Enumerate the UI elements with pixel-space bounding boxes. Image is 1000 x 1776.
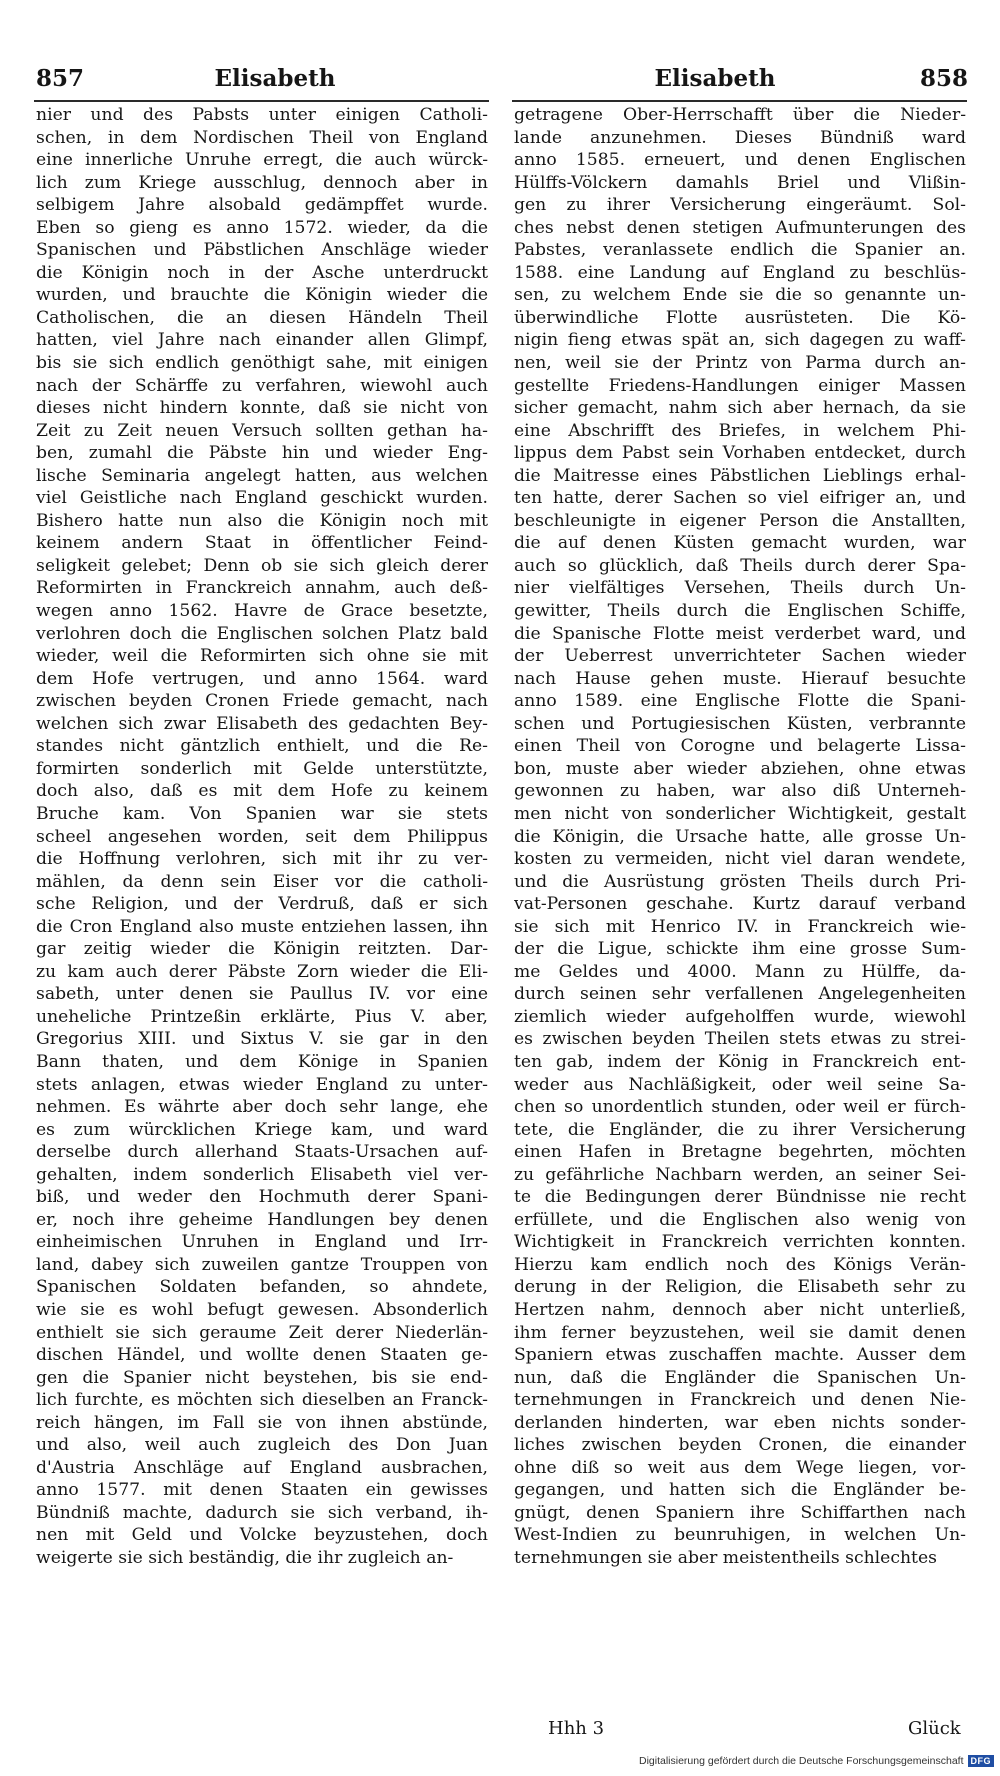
right-column-line: ziemlich wieder aufgeholffen wurde, wiewohl [514, 1006, 966, 1027]
right-column-line: liches zwischen beyden Cronen, die einander [514, 1435, 966, 1456]
right-column-line: vat-Personen geschahe. Kurtz darauf verband [514, 894, 966, 915]
left-column-line: es zum würcklichen Kriege kam, und ward [36, 1119, 488, 1140]
right-column-line: anno 1589. eine Englische Flotte die Spani- [514, 691, 966, 712]
left-column-line: zwischen beyden Cronen Friede gemacht, nach [36, 691, 488, 712]
right-column-line: der die Ligue, schickte ihm eine grosse Sum- [514, 939, 966, 960]
right-page-number: 858 [920, 65, 969, 92]
right-column-line: lippus dem Pabst sein Vorhaben entdecket, durch [514, 443, 966, 464]
right-column-line: nen, weil sie der Printz von Parma durch an- [514, 353, 966, 374]
right-column-line: ohne diß so weit aus dem Wege liegen, vor- [514, 1457, 966, 1478]
left-column-line: lische Seminaria angelegt hatten, aus welchen [36, 465, 488, 486]
signature-mark: Hhh 3 [548, 1718, 605, 1739]
right-column-line: gen zu ihrer Versicherung eingeräumt. Sol- [514, 195, 966, 216]
left-column-line: selbigem Jahre alsobald gedämpffet wurde. [36, 195, 488, 216]
left-column-line: scheel angesehen worden, seit dem Philippus [36, 826, 488, 847]
right-column-line: einen Theil von Corogne und belagerte Lissa- [514, 736, 966, 757]
right-column-line: Pabstes, veranlassete endlich die Spanier an. [514, 240, 966, 261]
right-column-line: Hülffs-Völckern damahls Briel und Vlißin- [514, 172, 966, 193]
right-column-line: sen, zu welchem Ende sie die so genannte un- [514, 285, 966, 306]
right-column-line: anno 1585. erneuert, und denen Englischen [514, 150, 966, 171]
right-running-title: Elisabeth [654, 65, 776, 92]
right-column-line: te die Bedingungen derer Bündnisse nie recht [514, 1187, 966, 1208]
right-column-line: gegangen, und hatten sich die Engländer be- [514, 1480, 966, 1501]
left-column-line: biß, und weder den Hochmuth derer Spani- [36, 1187, 488, 1208]
left-column-line: gen die Spanier nicht beystehen, bis sie end- [36, 1367, 488, 1388]
left-column-line: derselbe durch allerhand Staats-Ursachen auf- [36, 1142, 488, 1163]
right-column-line: ternehmungen sie aber meistentheils schlechtes [514, 1548, 937, 1568]
right-column-line: einen Hafen in Bretagne begehrten, möchten [514, 1142, 966, 1163]
left-column-line: Bann thaten, und dem Könige in Spanien [36, 1051, 488, 1072]
right-column-line: West-Indien zu beunruhigen, in welchen Un- [514, 1525, 966, 1546]
left-column-line: welchen sich zwar Elisabeth des gedachten Bey- [36, 713, 488, 734]
right-column-line: 1588. eine Landung auf England zu beschlüs- [514, 262, 966, 283]
left-column-line: dem Hofe vertrugen, und anno 1564. ward [36, 668, 488, 689]
left-column-line: formirten sonderlich mit Gelde unterstützte, [36, 758, 488, 779]
left-column-line: keinem andern Staat in öffentlicher Feind- [36, 533, 488, 554]
left-column-line: nehmen. Es währte aber doch sehr lange, ehe [36, 1097, 488, 1118]
left-column-line: die Hoffnung verlohren, sich mit ihr zu ver- [36, 849, 488, 870]
right-column-line: men nicht von sonderlicher Wichtigkeit, gestalt [514, 803, 966, 824]
left-column-line: Catholischen, die an diesen Händeln Theil [36, 307, 488, 328]
left-column-line: verlohren doch die Englischen solchen Platz bald [36, 623, 488, 644]
right-column-line: überwindliche Flotte ausrüsteten. Die Kö- [514, 307, 966, 328]
right-column-line: gestellte Friedens-Handlungen einiger Massen [514, 375, 966, 396]
left-column-line: Bruche kam. Von Spanien war sie stets [36, 803, 488, 824]
left-column-line: Zeit zu Zeit neuen Versuch sollten gethan ha- [36, 420, 488, 441]
left-column-line: er, noch ihre geheime Handlungen bey denen [36, 1209, 488, 1230]
left-text-column [36, 104, 488, 1570]
left-column-line: nach der Schärffe zu verfahren, wiewohl auch [36, 375, 488, 396]
left-column-line: lich zum Kriege ausschlug, dennoch aber in [36, 172, 488, 193]
left-column-line: anno 1577. mit denen Staaten ein gewisses [36, 1480, 488, 1501]
left-column-line: eine innerliche Unruhe erregt, die auch würck- [36, 150, 488, 171]
left-column-line: Gregorius XIII. und Sixtus V. sie gar in den [36, 1029, 488, 1050]
right-column-line: weder aus Nachläßigkeit, oder weil seine Sa- [514, 1074, 966, 1095]
left-page-number: 857 [36, 65, 85, 92]
right-column-line: ternehmungen in Franckreich und denen Nie- [514, 1390, 966, 1411]
left-column-line: nen mit Geld und Volcke beyzustehen, doch [36, 1525, 488, 1546]
right-column-line: nun, daß die Engländer die Spanischen Un- [514, 1367, 966, 1388]
left-column-line: Reformirten in Franckreich annahm, auch deß- [36, 578, 488, 599]
right-column-line: me Geldes und 4000. Mann zu Hülffe, da- [514, 961, 966, 982]
right-column-line: lande anzunehmen. Dieses Bündniß ward [514, 127, 966, 148]
left-column-line: mählen, da denn sein Eiser vor die catholi- [36, 871, 488, 892]
right-column-line: Wichtigkeit in Franckreich verrichten konnten. [514, 1232, 966, 1253]
left-header-rule [34, 100, 489, 102]
left-column-line: viel Geistliche nach England geschickt wurden. [36, 488, 488, 509]
catchword: Glück [908, 1718, 961, 1739]
left-column-line: sabeth, unter denen sie Paullus IV. vor eine [36, 984, 488, 1005]
left-column-line: Spanischen und Päbstlichen Anschläge wieder [36, 240, 488, 261]
left-column-line: nier und des Pabsts unter einigen Catholi- [36, 105, 488, 125]
left-column-line: Bishero hatte nun also die Königin noch mit [36, 510, 488, 531]
left-column-line: standes nicht gäntzlich enthielt, und die Re- [36, 736, 488, 757]
right-column-line: sicher gemacht, nahm sich aber hernach, da sie [514, 398, 966, 419]
left-column-line: gar zeitig wieder die Königin reitzten. Dar- [36, 939, 488, 960]
dfg-logo: DFG [968, 1755, 995, 1767]
right-column-line: derung in der Religion, die Elisabeth sehr zu [514, 1277, 966, 1298]
right-column-line: getragene Ober-Herrschafft über die Nieder- [514, 105, 966, 125]
left-column-line: sche Religion, und der Verdruß, daß er sich [36, 894, 488, 915]
right-column-line: ihm ferner beyzustehen, weil sie damit denen [514, 1322, 966, 1343]
right-column-line: ten hatte, derer Sachen so viel eifriger an, und [514, 488, 966, 509]
left-column-line: bis sie sich endlich genöthigt sahe, mit einigen [36, 353, 488, 374]
funding-banner [639, 1752, 994, 1770]
left-column-line: wegen anno 1562. Havre de Grace besetzte, [36, 601, 488, 622]
left-column-line: stets anlagen, etwas wieder England zu unter- [36, 1074, 488, 1095]
right-column-line: die Spanische Flotte meist verderbet ward, und [514, 623, 966, 644]
left-column-line: die Cron England also muste entziehen lassen, ihn [36, 916, 488, 937]
right-column-line: kosten zu vermeiden, nicht viel daran wendete, [514, 849, 966, 870]
right-column-line: gewitter, Theils durch die Englischen Schiffe, [514, 601, 966, 622]
right-column-line: zu gefährliche Nachbarn werden, an seiner Sei- [514, 1164, 966, 1185]
left-column-line: die Königin noch in der Asche unterdruckt [36, 262, 488, 283]
right-column-line: gnügt, denen Spaniern ihre Schiffarthen nach [514, 1502, 966, 1523]
right-column-line: nach Hause gehen muste. Hierauf besuchte [514, 668, 966, 689]
left-running-title: Elisabeth [214, 65, 336, 92]
left-column-line: seligkeit gelebet; Denn ob sie sich gleich derer [36, 555, 488, 576]
left-column-line: lich furchte, es möchten sich dieselben an Franck- [36, 1390, 488, 1411]
right-column-line: tete, die Engländer, die zu ihrer Versicherung [514, 1119, 966, 1140]
left-column-line: uneheliche Printzeßin erklärte, Pius V. aber, [36, 1006, 488, 1027]
right-column-line: beschleunigte in eigener Person die Anstallten, [514, 510, 966, 531]
right-column-line: bon, muste aber wieder abziehen, ohne etwas [514, 758, 966, 779]
left-column-line: zu kam auch derer Päbste Zorn wieder die Eli- [36, 961, 488, 982]
left-column-line: dischen Händel, und wollte denen Staaten ge- [36, 1345, 488, 1366]
right-column-line: nier vielfältiges Versehen, Theils durch Un- [514, 578, 966, 599]
left-column-line: und also, weil auch zugleich des Don Juan [36, 1435, 488, 1456]
left-column-line: d'Austria Anschläge auf England ausbrachen, [36, 1457, 488, 1478]
right-column-line: eine Abschrifft des Briefes, in welchem Phi- [514, 420, 966, 441]
right-column-line: ten gab, indem der König in Franckreich ent- [514, 1051, 966, 1072]
right-column-line: die Maitresse eines Päbstlichen Lieblings erhal- [514, 465, 966, 486]
left-column-line: weigerte sie sich beständig, die ihr zugleich an- [36, 1548, 454, 1568]
left-column-line: doch also, daß es mit dem Hofe zu keinem [36, 781, 488, 802]
right-column-line: der Ueberrest unverrichteter Sachen wieder [514, 646, 966, 667]
right-column-line: schen und Portugiesischen Küsten, verbrannte [514, 713, 966, 734]
right-text-column [514, 104, 966, 1570]
left-column-line: wie sie es wohl befugt gewesen. Absonderlich [36, 1299, 488, 1320]
right-column-line: ches nebst denen stetigen Aufmunterungen des [514, 217, 966, 238]
right-column-line: es zwischen beyden Theilen stets etwas zu strei- [514, 1029, 966, 1050]
right-column-line: Hierzu kam endlich noch des Königs Verän- [514, 1254, 966, 1275]
right-column-line: und die Ausrüstung grösten Theils durch Pri- [514, 871, 966, 892]
right-column-line: chen so unordentlich stunden, oder weil er fürch- [514, 1097, 966, 1118]
right-column-line: Hertzen nahm, dennoch aber nicht unterließ, [514, 1299, 966, 1320]
left-column-line: wurden, und brauchte die Königin wieder die [36, 285, 488, 306]
left-column-line: enthielt sie sich geraume Zeit derer Niederlän- [36, 1322, 488, 1343]
right-column-line: die auf denen Küsten gemacht wurden, war [514, 533, 966, 554]
right-header-rule [512, 100, 967, 102]
left-column-line: hatten, viel Jahre nach einander allen Glimpf, [36, 330, 488, 351]
right-column-line: sie sich mit Henrico IV. in Franckreich wie- [514, 916, 966, 937]
funding-text: Digitalisierung gefördert durch die Deutsche Forschungsgemeinschaft [638, 1755, 964, 1767]
left-column-line: land, dabey sich zuweilen gantze Trouppen von [36, 1254, 488, 1275]
right-column-line: nigin fieng etwas spät an, sich dagegen zu waff- [514, 330, 966, 351]
right-column-line: Spaniern etwas zuschaffen machte. Ausser dem [514, 1345, 966, 1366]
left-column-line: Spanischen Soldaten befanden, so ahndete, [36, 1277, 488, 1298]
left-column-line: Bündniß machte, dadurch sie sich verband, ih- [36, 1502, 488, 1523]
right-column-line: gewonnen zu haben, war also diß Unterneh- [514, 781, 966, 802]
left-column-line: wieder, weil die Reformirten sich ohne sie mit [36, 646, 488, 667]
left-column-line: dieses nicht hindern konnte, daß sie nicht von [36, 398, 488, 419]
left-column-line: gehalten, indem sonderlich Elisabeth viel ver- [36, 1164, 488, 1185]
left-column-line: Eben so gieng es anno 1572. wieder, da die [36, 217, 488, 238]
right-column-line: durch seinen sehr verfallenen Angelegenheiten [514, 984, 966, 1005]
right-column-line: auch so glücklich, daß Theils durch derer Spa- [514, 555, 966, 576]
left-column-line: reich hängen, im Fall sie von ihnen abstünde, [36, 1412, 488, 1433]
right-column-line: derlanden hinderten, war eben nichts sonder- [514, 1412, 966, 1433]
left-column-line: schen, in dem Nordischen Theil von England [36, 127, 488, 148]
right-column-line: erfüllete, und die Englischen also wenig von [514, 1209, 966, 1230]
left-column-line: einheimischen Unruhen in England und Irr- [36, 1232, 488, 1253]
left-column-line: ben, zumahl die Päbste hin und wieder Eng- [36, 443, 488, 464]
right-column-line: die Königin, die Ursache hatte, alle grosse Un- [514, 826, 966, 847]
